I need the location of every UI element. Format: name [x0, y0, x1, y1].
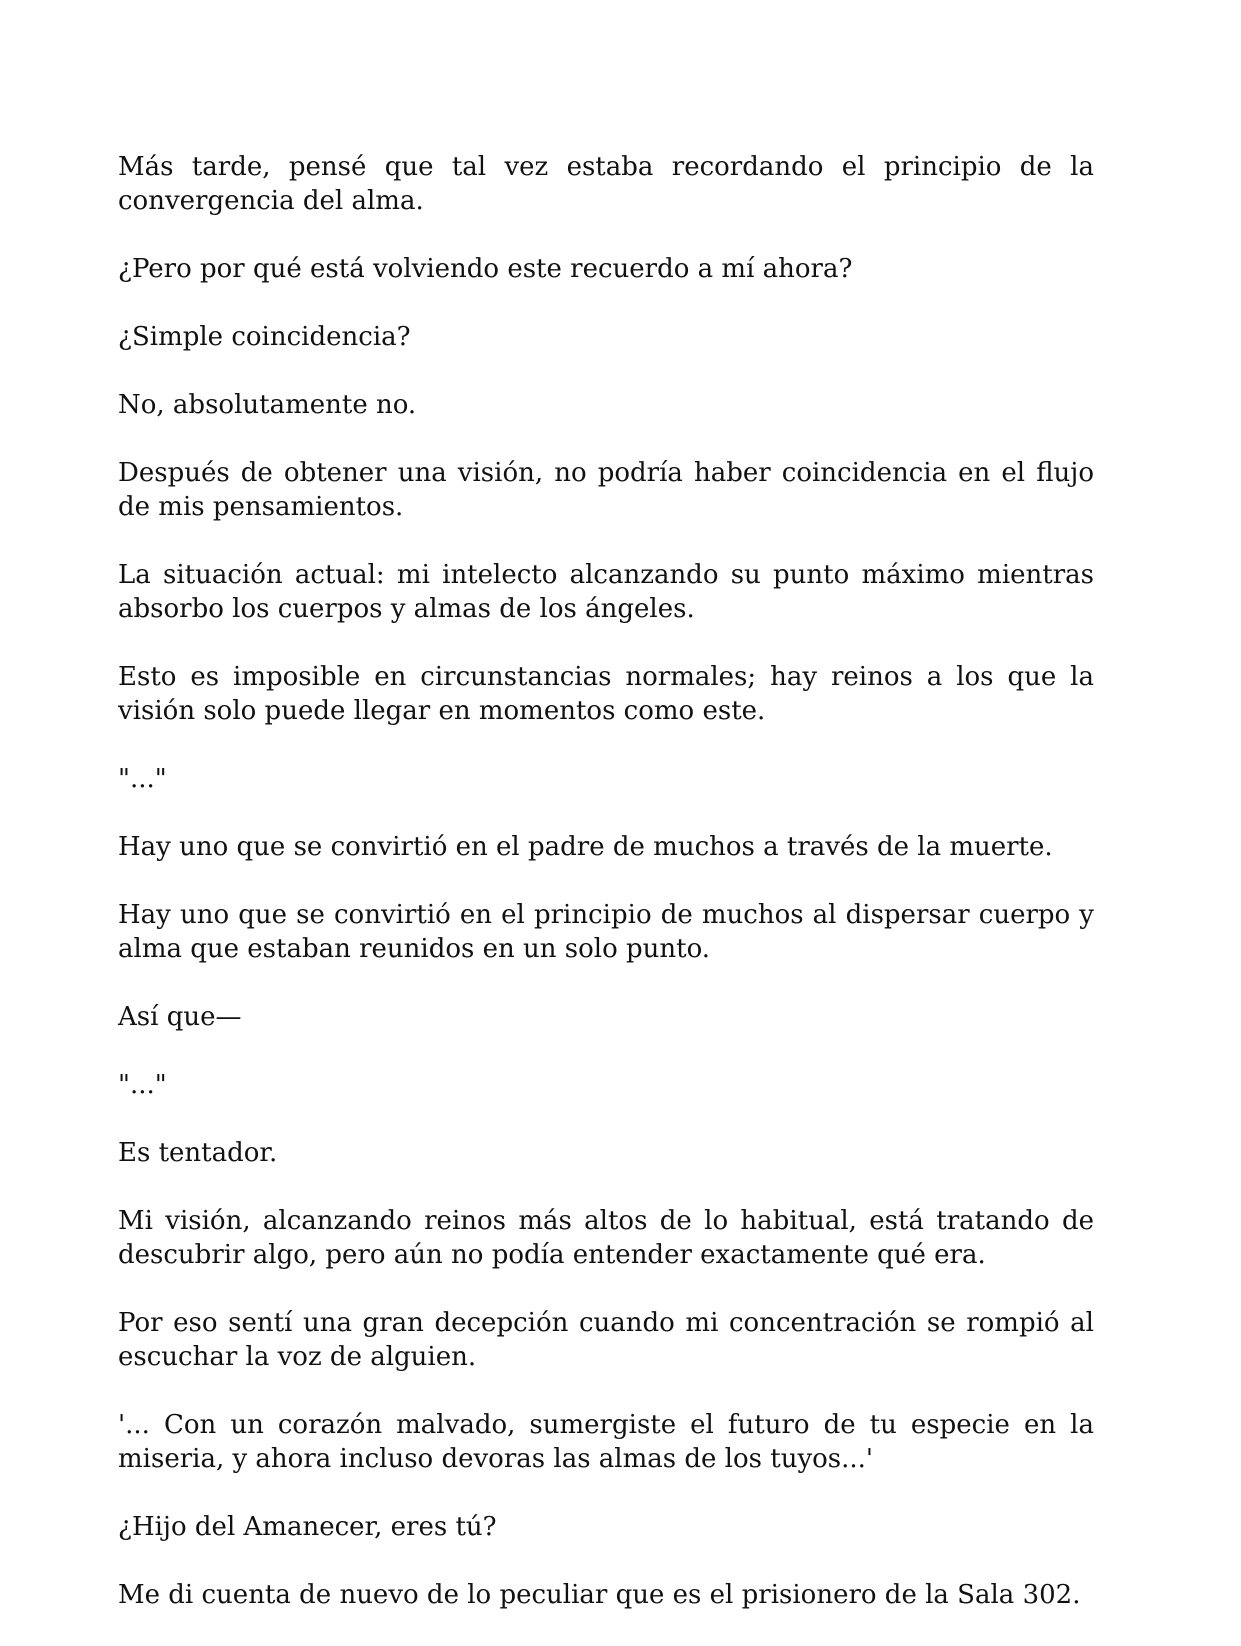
- paragraph: "...": [118, 764, 167, 794]
- paragraph: Es tentador.: [118, 1138, 278, 1168]
- paragraph: Esto es imposible en circunstancias normales; hay reinos a los que la visión solo puede llegar en momentos como este.: [118, 662, 1094, 726]
- paragraph: Por eso sentí una gran decepción cuando mi concentración se rompió al escuchar la voz de alguien.: [118, 1308, 1094, 1372]
- paragraph: Me di cuenta de nuevo de lo peculiar que es el prisionero de la Sala 302.: [118, 1580, 1081, 1610]
- paragraph: Más tarde, pensé que tal vez estaba recordando el principio de la convergencia del alma.: [118, 152, 1094, 216]
- paragraph: ¿Simple coincidencia?: [118, 322, 411, 352]
- paragraph: ¿Pero por qué está volviendo este recuerdo a mí ahora?: [118, 254, 853, 284]
- paragraph: "...": [118, 1070, 167, 1100]
- paragraph: Mi visión, alcanzando reinos más altos de lo habitual, está tratando de descubrir algo, pero aún no podía entender exactamente qué era.: [118, 1206, 1094, 1270]
- paragraph: No, absolutamente no.: [118, 390, 417, 420]
- paragraph: Así que—: [118, 1002, 242, 1032]
- paragraph: Hay uno que se convirtió en el principio de muchos al dispersar cuerpo y alma que estaban reunidos en un solo punto.: [118, 900, 1094, 964]
- document-page: [118, 150, 1094, 1646]
- paragraph: Después de obtener una visión, no podría haber coincidencia en el flujo de mis pensamientos.: [118, 458, 1094, 522]
- paragraph: ¿Hijo del Amanecer, eres tú?: [118, 1512, 497, 1542]
- paragraph: La situación actual: mi intelecto alcanzando su punto máximo mientras absorbo los cuerpos y almas de los ángeles.: [118, 560, 1094, 624]
- paragraph: Hay uno que se convirtió en el padre de muchos a través de la muerte.: [118, 832, 1053, 862]
- paragraph: '... Con un corazón malvado, sumergiste el futuro de tu especie en la miseria, y ahora incluso devoras las almas de los tuyos...': [118, 1410, 1094, 1474]
